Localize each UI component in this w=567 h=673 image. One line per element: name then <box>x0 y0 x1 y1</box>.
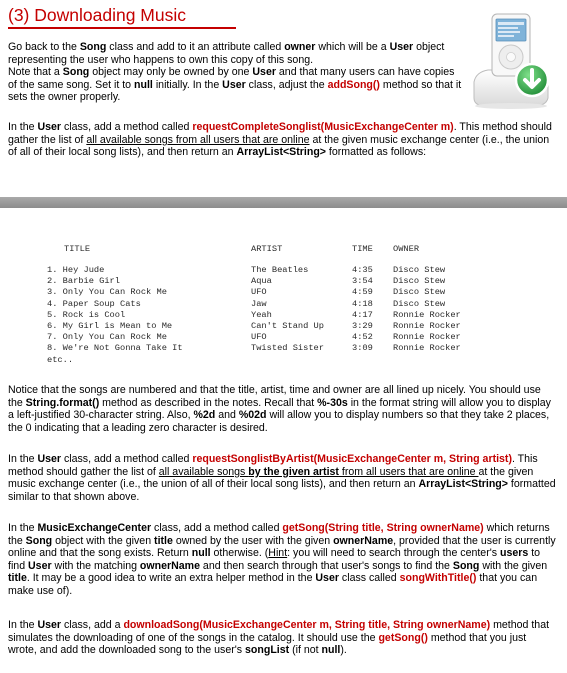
download-song-paragraph <box>8 619 556 657</box>
null-keyword: null <box>191 547 211 560</box>
text: formatted as follows: <box>325 146 427 159</box>
row-owner: Disco Stew <box>393 265 446 275</box>
text: class, add a method called <box>61 121 193 133</box>
text: class, adjust the <box>245 78 328 91</box>
row-title: 7. Only You Can Rock Me <box>47 332 167 343</box>
user-class: User <box>37 453 62 465</box>
underlined-bold-text: by the given artist <box>248 465 339 478</box>
music-exchange-center-class: MusicExchangeCenter <box>37 522 152 534</box>
row-time: 4:59 <box>352 287 373 298</box>
title-underline <box>8 27 236 29</box>
text: class, add a method called <box>151 522 283 534</box>
text: Notice that the songs are numbered and that the title, artist, time and owner are all lined up nicely. You should use the <box>8 384 541 409</box>
text: with the matching <box>51 559 140 572</box>
request-complete-songlist-method: requestCompleteSonglist(MusicExchangeCenter m) <box>192 121 454 133</box>
text: method as described in the notes. Recall that <box>99 396 318 409</box>
text: , provided that the user is currently online and that the song exists. Return <box>8 534 556 560</box>
format-specifier: %-30s <box>317 396 348 409</box>
user-class: User <box>222 78 246 91</box>
row-artist: Jaw <box>251 298 267 309</box>
user-class: User <box>252 66 276 79</box>
row-title: 5. Rock is Cool <box>47 309 126 320</box>
text: and <box>215 409 239 422</box>
owner-name-param: ownerName <box>333 534 394 547</box>
song-class: Song <box>452 559 480 572</box>
text: In the <box>8 453 38 465</box>
user-class: User <box>37 121 62 133</box>
text: object with the given <box>52 534 155 547</box>
row-owner: Ronnie Rocker <box>393 343 461 354</box>
text: will allow you to display numbers so that they take 2 places, the 0 indicating that a leading zero character is desired. <box>8 409 550 434</box>
null-keyword: null <box>134 78 153 91</box>
user-class: User <box>28 559 52 572</box>
row-artist: The Beatles <box>251 265 309 275</box>
text: otherwise. ( <box>210 547 269 560</box>
row-title: 8. We're Not Gonna Take It <box>47 343 183 354</box>
underlined-text: all available songs <box>158 465 249 478</box>
null-keyword: null <box>321 644 341 657</box>
row-owner: Ronnie Rocker <box>393 321 461 331</box>
get-song-method: getSong() <box>378 631 428 644</box>
text: that you can make use of). <box>8 572 538 597</box>
users-attribute: users <box>499 547 529 560</box>
row-title: 2. Barbie Girl <box>47 276 120 287</box>
row-time: 4:18 <box>352 298 373 309</box>
text: (if not <box>289 644 322 657</box>
song-list-attribute: songList <box>245 644 290 657</box>
listing-etc: etc.. <box>47 354 74 365</box>
return-type: ArrayList<String> <box>418 478 508 491</box>
row-time: 3:29 <box>352 321 373 331</box>
row-time: 4:35 <box>352 265 373 275</box>
text: in the format string will allow you to display a left-justified 30-character string. Also, <box>8 396 551 422</box>
row-artist: UFO <box>251 287 267 298</box>
row-title: 6. My Girl is Mean to Me <box>47 321 173 331</box>
owner-attribute: owner <box>284 41 316 53</box>
row-title: 1. Hey Jude <box>47 265 105 275</box>
text: method that you just wrote, and add the downloaded song to the user's <box>8 631 527 657</box>
row-owner: Disco Stew <box>393 298 446 309</box>
row-artist: Twisted Sister <box>251 343 324 354</box>
text: : you will need to search through the center's <box>287 547 500 560</box>
text: object representing the user who happens to own this copy of this song. <box>8 41 445 66</box>
text: which will be a <box>315 41 390 53</box>
text: and that many users can have copies of the same song. Set it to <box>8 66 455 91</box>
return-type: ArrayList<String> <box>236 146 326 159</box>
underlined-text: from all users that are online <box>338 465 479 478</box>
text: . This method should gather the list of <box>8 453 538 478</box>
format-specifier: %2d <box>193 409 216 422</box>
title-param: title <box>8 572 27 585</box>
add-song-method: addSong() <box>327 78 380 91</box>
format-specifier: %02d <box>238 409 267 422</box>
text: formatted similar to that shown above. <box>8 478 556 503</box>
string-format-method: String.format() <box>25 396 100 409</box>
row-title: 4. Paper Soup Cats <box>47 298 141 309</box>
text: at the given music exchange center (i.e., the union of all of their local song lists), and then return an <box>8 133 550 159</box>
row-time: 4:52 <box>352 332 373 343</box>
page-title: (3) Downloading Music <box>8 5 186 25</box>
text: class, add a <box>61 619 124 631</box>
row-artist: Can't Stand Up <box>251 321 324 331</box>
row-owner: Ronnie Rocker <box>393 309 461 320</box>
text: method that simulates the downloading of one of the songs in the catalog. It should use the <box>8 619 550 644</box>
text: . It may be a good idea to write an extra helper method in the <box>26 572 316 585</box>
format-notice-paragraph <box>8 384 556 434</box>
text: In the <box>8 121 38 133</box>
text: In the <box>8 522 38 534</box>
header-owner: OWNER <box>393 244 420 254</box>
listing-top-band <box>0 197 567 208</box>
text: Note that a <box>8 66 63 79</box>
row-time: 4:17 <box>352 309 373 320</box>
text: . This method should gather the list of <box>8 121 552 146</box>
request-songlist-by-artist-paragraph <box>8 453 556 503</box>
hint-label: Hint <box>268 547 288 560</box>
underlined-text: all available songs from all users that are online <box>86 133 310 146</box>
row-artist: Yeah <box>251 309 272 320</box>
user-class: User <box>389 41 414 53</box>
row-time: 3:54 <box>352 276 373 287</box>
owner-name-param: ownerName <box>139 559 200 572</box>
song-with-title-method: songWithTitle() <box>399 572 477 585</box>
row-owner: Disco Stew <box>393 287 446 298</box>
request-songlist-by-artist-method: requestSonglistByArtist(MusicExchangeCenter m, String artist) <box>192 453 512 465</box>
header-artist: ARTIST <box>251 244 283 254</box>
title-param: title <box>154 534 173 547</box>
song-class: Song <box>25 534 53 547</box>
row-title: 3. Only You Can Rock Me <box>47 287 167 298</box>
text: owned by the user with the given <box>172 534 334 547</box>
intro-paragraph <box>8 41 463 104</box>
row-artist: Aqua <box>251 276 272 287</box>
song-class: Song <box>62 66 90 79</box>
text: and then search through that user's songs to find the <box>199 559 453 572</box>
text: with the given <box>479 559 548 572</box>
ipod-dock-download-icon <box>470 10 554 110</box>
text: class, add a method called <box>61 453 193 465</box>
row-owner: Ronnie Rocker <box>393 332 461 343</box>
text: at the given music exchange center (i.e., the union of all of their local song lists), and then return an <box>8 465 534 491</box>
user-class: User <box>315 572 339 585</box>
row-time: 3:09 <box>352 343 373 354</box>
header-title: TITLE <box>64 244 91 254</box>
song-class: Song <box>79 41 107 53</box>
get-song-method: getSong(String title, String ownerName) <box>282 522 484 534</box>
text: to find <box>8 547 541 572</box>
text: ). <box>340 644 347 657</box>
row-artist: UFO <box>251 332 267 343</box>
text: initially. In the <box>152 78 223 91</box>
text: class called <box>338 572 400 585</box>
download-song-method: downloadSong(MusicExchangeCenter m, String title, String ownerName) <box>123 619 491 631</box>
request-complete-songlist-paragraph <box>8 121 556 159</box>
text: object may only be owned by one <box>89 66 253 79</box>
text: which returns the <box>8 522 550 547</box>
text: method so that it sets the owner properly. <box>8 78 462 104</box>
text: In the <box>8 619 38 631</box>
row-owner: Disco Stew <box>393 276 446 287</box>
text: Go back to the <box>8 41 80 53</box>
header-time: TIME <box>352 244 373 254</box>
text: class and add to it an attribute called <box>106 41 285 53</box>
get-song-paragraph <box>8 522 556 598</box>
songlist-output-sample <box>0 208 567 368</box>
user-class: User <box>37 619 62 631</box>
